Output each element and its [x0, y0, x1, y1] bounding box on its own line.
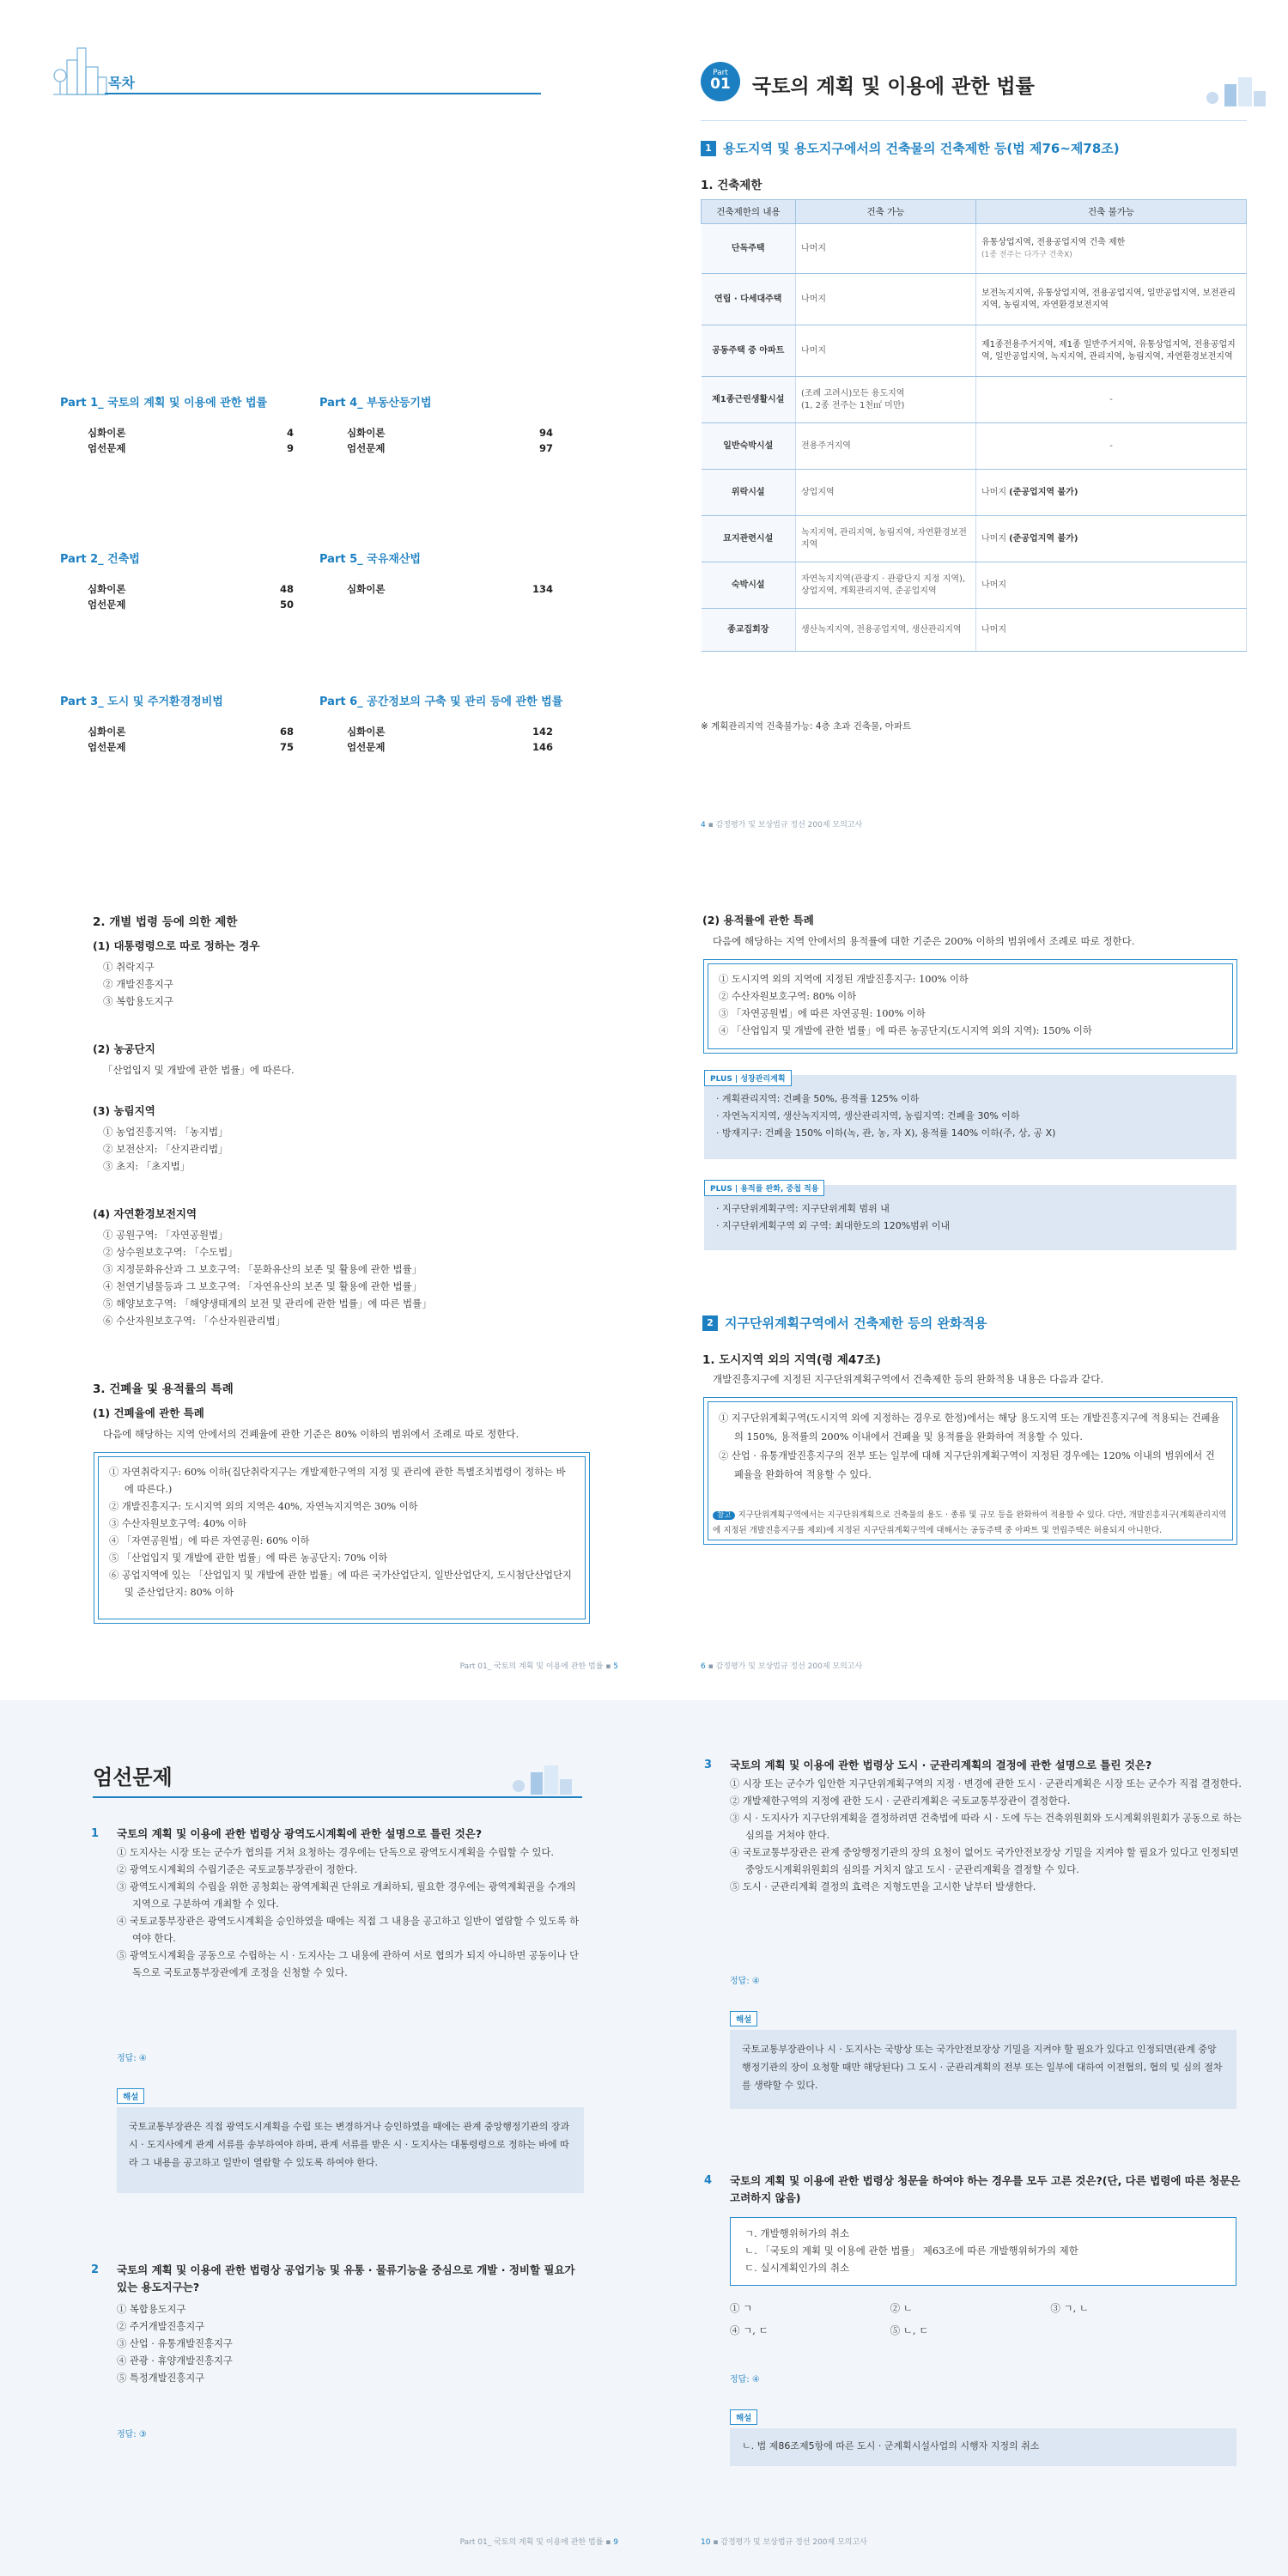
- option[interactable]: ④ 국토교통부장관은 관계 중앙행정기관의 장의 요청이 없어도 국가안전보장상 기밀을 지켜야 할 필요가 있다고 인정되면 중앙도시계획위원회의 심의를 거치지 않고 도시 · 군관리계획을 결정할 수 있다.: [730, 1847, 1239, 1875]
- toc-row[interactable]: 엄선문제 75: [88, 741, 294, 753]
- option[interactable]: ① 도지사는 시장 또는 군수가 협의를 거쳐 요청하는 경우에는 단독으로 광역도시계획을 수립할 수 있다.: [117, 1847, 554, 1858]
- toc-part-title[interactable]: Part 2_ 건축법: [60, 553, 140, 566]
- hint-box: 국토교통부장관은 직접 광역도시계획을 수립 또는 변경하거나 승인하였을 때에는 관계 중앙행정기관의 장과 시 · 도지사에게 관계 서류를 송부하여야 하며, 관계 서류를 받은 시 · 도지사는 대통령령으로 정하는 바에 따라 그 내용을 공고하고 일반이 열람할 수 있도록 하여야 한다.: [117, 2107, 584, 2193]
- option[interactable]: ⑤ 광역도시계획을 공동으로 수립하는 시 · 도지사는 그 내용에 관하여 서로 협의가 되지 아니하면 공동이나 단독으로 국토교통부장관에게 조정을 신청할 수 있다.: [117, 1950, 580, 1978]
- subheading: (4) 자연환경보전지역: [93, 1207, 197, 1220]
- divider: [105, 93, 541, 94]
- page-footer: Part 01_ 국토의 계획 및 이용에 관한 법률 ▪ 9: [459, 2538, 618, 2547]
- plus-box: PLUS | 성장관리계획 · 계획관리지역: 건폐율 50%, 용적률 125% 이하 · 자연녹지지역, 생산녹지지역, 생산관리지역, 농림지역: 건폐율 30% 이하 · 방재지구: 건폐율 150% 이하(녹, 관, 농, 자 X), 용적률 140% 이하(주, 상, 공 X): [704, 1075, 1236, 1159]
- table-row: 종교집회장 생산녹지지역, 전용공업지역, 생산관리지역 나머지: [702, 609, 1247, 652]
- table-note: ※ 계획관리지역 건축불가능: 4층 초과 건축물, 아파트: [701, 721, 912, 732]
- toc-part-1[interactable]: [60, 393, 318, 456]
- condition-box: ㄱ. 개발행위허가의 취소 ㄴ. 「국토의 계획 및 이용에 관한 법률」 제63조에 따른 개발행위허가의 제한 ㄷ. 실시계획인가의 취소: [730, 2217, 1236, 2286]
- toc-part-title[interactable]: Part 6_ 공간정보의 구축 및 관리 등에 관한 법률: [319, 696, 563, 708]
- toc-row[interactable]: 심화이론 4: [88, 427, 294, 439]
- question-4: 4 국토의 계획 및 이용에 관한 법령상 청문을 하여야 하는 경우를 모두 고른 것은?(단, 다른 법령에 따른 청문은 고려하지 않음): [704, 2174, 1241, 2204]
- option[interactable]: ① ㄱ: [730, 2302, 753, 2314]
- building-icon: [52, 43, 108, 98]
- option[interactable]: ① 시장 또는 군수가 입안한 지구단위계획구역의 지정 · 변경에 관한 도시 · 군관리계획은 시장 또는 군수가 직접 결정한다.: [730, 1778, 1242, 1789]
- toc-part-4[interactable]: [319, 393, 577, 456]
- plus-label: PLUS | 용적률 완화, 중첩 적용: [704, 1180, 824, 1196]
- answer: 정답: ③: [117, 2430, 147, 2439]
- paragraph: 개발진흥지구에 지정된 지구단위계획구역에서 건축제한 등의 완화적용 내용은 다음과 같다.: [713, 1373, 1104, 1385]
- table-row: 제1종근린생활시설 (조례 고려시)모든 용도지역 (1, 2종 전주는 1천㎡ 미만) -: [702, 377, 1247, 423]
- table-header: 건축제한의 내용: [702, 200, 796, 224]
- toc-part-5[interactable]: [319, 550, 577, 597]
- subheading: 1. 건축제한: [701, 179, 762, 192]
- toc-part-title[interactable]: Part 3_ 도시 및 주거환경정비법: [60, 696, 223, 708]
- table-row: 단독주택 나머지 유통상업지역, 전용공업지역 건축 제한 (1종 전주는 다가구 건축X): [702, 224, 1247, 274]
- section-heading: 2 지구단위계획구역에서 건축제한 등의 완화적용: [702, 1314, 987, 1332]
- answer: 정답: ④: [730, 1977, 760, 1986]
- option[interactable]: ⑤ 특정개발진흥지구: [117, 2372, 205, 2384]
- table-row: 연립 · 다세대주택 나머지 보전녹지지역, 유통상업지역, 전용공업지역, 일반공업지역, 보전관리지역, 농림지역, 자연환경보전지역: [702, 274, 1247, 325]
- options: [730, 1776, 1243, 1896]
- subheading: 3. 건폐율 및 용적률의 특례: [93, 1382, 234, 1396]
- spread-1: [0, 0, 1288, 859]
- question-3: 3 국토의 계획 및 이용에 관한 법령상 도시 · 군관리계획의 결정에 관한 설명으로 틀린 것은?: [704, 1759, 1152, 1771]
- decor-shapes-icon: [1200, 74, 1269, 108]
- toc-part-6[interactable]: [319, 692, 629, 755]
- toc-part-3[interactable]: [60, 692, 318, 755]
- subheading: (3) 농림지역: [93, 1104, 155, 1117]
- option[interactable]: ② 개발제한구역의 지정에 관한 도시 · 군관리계획은 국토교통부장관이 결정한다.: [730, 1795, 1071, 1807]
- toc-row[interactable]: 엄선문제 50: [88, 598, 294, 611]
- toc-part-title[interactable]: Part 5_ 국유재산법: [319, 553, 421, 566]
- hint-label: 해설: [117, 2088, 144, 2104]
- section-heading: 1 용도지역 및 용도지구에서의 건축물의 건축제한 등(법 제76~제78조): [701, 139, 1120, 157]
- option[interactable]: ④ ㄱ, ㄷ: [730, 2324, 769, 2336]
- paragraph: 다음에 해당하는 지역 안에서의 용적률에 대한 기준은 200% 이하의 범위에서 조례로 따로 정한다.: [713, 935, 1135, 947]
- hint-label: 해설: [730, 2011, 757, 2026]
- option[interactable]: ③ 광역도시계획의 수립을 위한 공청회는 광역계획권 단위로 개최하되, 필요한 경우에는 광역계획권을 수개의 지역으로 구분하여 개최할 수 있다.: [117, 1881, 576, 1910]
- tip-label: 참고: [713, 1511, 735, 1520]
- option[interactable]: ② 주거개발진흥지구: [117, 2321, 205, 2332]
- answer: 정답: ④: [730, 2375, 760, 2385]
- page-6: [644, 859, 1288, 1700]
- option[interactable]: ③ ㄱ, ㄴ: [1050, 2302, 1090, 2314]
- option[interactable]: ③ 산업 · 유통개발진흥지구: [117, 2338, 233, 2349]
- page-10: [644, 1700, 1288, 2576]
- toc-part-title[interactable]: Part 4_ 부동산등기법: [319, 397, 432, 410]
- option[interactable]: ① 복합용도지구: [117, 2304, 186, 2315]
- toc-row[interactable]: 심화이론 94: [347, 427, 553, 439]
- option[interactable]: ② ㄴ: [890, 2302, 913, 2314]
- subheading: (2) 용적률에 관한 특례: [702, 914, 814, 927]
- option[interactable]: ② 광역도시계획의 수립기준은 국토교통부장관이 정한다.: [117, 1864, 358, 1875]
- page-5: [0, 859, 644, 1700]
- hint-label: 해설: [730, 2409, 757, 2425]
- toc-row[interactable]: 심화이론 48: [88, 583, 294, 595]
- part-title: 국토의 계획 및 이용에 관한 법률: [752, 76, 1035, 98]
- page-title: 엄선문제: [93, 1765, 173, 1789]
- option[interactable]: ④ 관광 · 휴양개발진흥지구: [117, 2355, 233, 2366]
- divider: [93, 1796, 582, 1798]
- toc-page: [0, 0, 644, 859]
- plus-label: PLUS | 성장관리계획: [704, 1070, 792, 1086]
- table-row: 공동주택 중 아파트 나머지 제1종전용주거지역, 제1종 일반주거지역, 유통상업지역, 전용공업지역, 일반공업지역, 녹지지역, 관리지역, 농림지역, 자연환경보전지역: [702, 325, 1247, 377]
- toc-row[interactable]: 심화이론 68: [88, 726, 294, 738]
- info-box: ① 자연취락지구: 60% 이하(집단취락지구는 개발제한구역의 지정 및 관리에 관한 특별조치법령이 정하는 바에 따른다.) ② 개발진흥지구: 도시지역 외의 지역은 40%, 자연녹지지역은 30% 이하 ③ 수산자원보호구역: 40% 이하 ④ 「자연공원법」에 따른 자연공원: 60% 이하 ⑤ 「산업입지 및 개발에 관한 법률」에 따른 농공단지: 70% 이하 ⑥ 공업지역에 있는 「산업입지 및 개발에 관한 법률」에 따른 국가산업단지, 일반산업단지, 도시첨단산업단지 및 준산업단지: 80% 이하: [98, 1456, 586, 1619]
- question-1: 1 국토의 계획 및 이용에 관한 법령상 광역도시계획에 관한 설명으로 틀린 것은?: [91, 1827, 483, 1840]
- question-2: 2 국토의 계획 및 이용에 관한 법령상 공업기능 및 유통 · 물류기능을 중심으로 개발 · 정비할 필요가 있는 용도지구는?: [91, 2263, 575, 2293]
- subheading: (1) 건폐율에 관한 특례: [93, 1406, 204, 1419]
- hint-box: ㄴ. 법 제86조제5항에 따른 도시 · 군계획시설사업의 시행자 지정의 취소: [730, 2428, 1236, 2466]
- list: ① 공원구역: 「자연공원법」 ② 상수원보호구역: 「수도법」 ③ 지정문화유산과 그 보호구역: 「문화유산의 보존 및 활용에 관한 법률」 ④ 천연기념물등과 그 보호구역: 「자연유산의 보존 및 활용에 관한 법률」 ⑤ 해양보호구역: 「해양생태계의 보전 및 관리에 관한 법률」에 따른 법률」 ⑥ 수산자원보호구역: 「수산자원관리법」: [103, 1229, 432, 1327]
- part-badge: Part 01: [701, 62, 740, 101]
- list: ① 취락지구 ② 개발진흥지구 ③ 복합용도지구: [103, 961, 173, 1007]
- paragraph: 다음에 해당하는 지역 안에서의 건폐율에 관한 기준은 80% 이하의 범위에서 조례로 따로 정한다.: [103, 1428, 519, 1440]
- info-box: ① 도시지역 외의 지역에 지정된 개발진흥지구: 100% 이하 ② 수산자원보호구역: 80% 이하 ③ 「자연공원법」에 따른 자연공원: 100% 이하 ④ 「산업입지 및 개발에 관한 법률」에 따른 농공단지(도시지역 외의 지역): 150% 이하: [708, 963, 1233, 1049]
- table-row: 묘지관련시설 녹지지역, 관리지역, 농림지역, 자연환경보전지역 나머지 (준공업지역 불가): [702, 516, 1247, 562]
- toc-title: 목차: [108, 75, 135, 91]
- toc-row[interactable]: 엄선문제 97: [347, 442, 553, 454]
- subheading: (2) 농공단지: [93, 1042, 155, 1055]
- page-4: [644, 0, 1288, 859]
- tip-note: 참고 지구단위계획구역에서는 지구단위계획으로 건축물의 용도 · 종류 및 규모 등을 완화하여 적용할 수 있다. 다만, 개발진흥지구(계획관리지역에 지정된 개발진흥지구를 제외)에 지정된 지구단위계획구역에 대해서는 공동주택 중 아파트 및 연립주택은 허용되지 아니한다.: [713, 1510, 1227, 1535]
- list: ① 농업진흥지역: 「농지법」 ② 보전산지: 「산지관리법」 ③ 초지: 「초지법」: [103, 1126, 228, 1172]
- page-footer: Part 01_ 국토의 계획 및 이용에 관한 법률 ▪ 5: [459, 1662, 618, 1671]
- table-header: 건축 가능: [796, 200, 976, 224]
- option[interactable]: ⑤ ㄴ, ㄷ: [890, 2324, 929, 2336]
- toc-row[interactable]: 심화이론 134: [347, 583, 553, 595]
- table-row: 일반숙박시설 전용주거지역 -: [702, 423, 1247, 470]
- toc-row[interactable]: 엄선문제 146: [347, 741, 553, 753]
- choices: [730, 2300, 1211, 2339]
- restriction-table: [701, 199, 1247, 652]
- table-header: 건축 불가능: [976, 200, 1247, 224]
- decor-shapes-icon: [507, 1762, 575, 1796]
- plus-box: PLUS | 용적률 완화, 중첩 적용 · 지구단위계획구역: 지구단위계획 범위 내 · 지구단위계획구역 외 구역: 최대한도의 120%범위 이내: [704, 1185, 1236, 1250]
- info-box: ① 지구단위계획구역(도시지역 외에 지정하는 경우로 한정)에서는 해당 용도지역 또는 개발진흥지구에 적용되는 건폐율의 150%, 용적률의 200% 이내에서 건폐율 및 용적률을 완화하여 적용할 수 있다. ② 산업 · 유통개발진흥지구의 전부 또는 일부에 대해 지구단위계획구역이 지정된 경우에는 120% 이내의 범위에서 건폐율을 완화하여 적용할 수 있다.: [708, 1401, 1233, 1540]
- subheading: (1) 대통령령으로 따로 정하는 경우: [93, 939, 260, 952]
- toc-part-title[interactable]: Part 1_ 국토의 계획 및 이용에 관한 법률: [60, 397, 268, 410]
- answer: 정답: ④: [117, 2054, 147, 2063]
- options: [117, 2301, 587, 2387]
- paragraph: 「산업입지 및 개발에 관한 법률」에 따른다.: [103, 1064, 295, 1076]
- subheading: 2. 개별 법령 등에 의한 제한: [93, 915, 238, 929]
- page-footer: 4 ▪ 감정평가 및 보상법규 정선 200제 모의고사: [701, 821, 863, 829]
- option[interactable]: ③ 시 · 도지사가 지구단위계획을 결정하려면 건축법에 따라 시 · 도에 두는 건축위원회와 도시계획위원회가 공동으로 하는 심의를 거쳐야 한다.: [730, 1813, 1242, 1841]
- page-footer: 10 ▪ 감정평가 및 보상법규 정선 200제 모의고사: [701, 2538, 867, 2547]
- option[interactable]: ⑤ 도시 · 군관리계획 결정의 효력은 지형도면을 고시한 날부터 발생한다.: [730, 1881, 1036, 1893]
- table-row: 위락시설 상업지역 나머지 (준공업지역 불가): [702, 470, 1247, 516]
- option[interactable]: ④ 국토교통부장관은 광역도시계획을 승인하였을 때에는 직접 그 내용을 공고하고 일반이 열람할 수 있도록 하여야 한다.: [117, 1916, 580, 1944]
- divider: [701, 120, 1247, 121]
- spread-3: [0, 1700, 1288, 2576]
- hint-box: 국토교통부장관이나 시 · 도지사는 국방상 또는 국가안전보장상 기밀을 지켜야 할 필요가 있다고 인정되면(관계 중앙행정기관의 장이 요청할 때만 해당된다) 그 도시 · 군관리계획의 전부 또는 일부에 대하여 이전협의, 협의 및 심의 절차를 생략할 수 있다.: [730, 2030, 1236, 2109]
- toc-row[interactable]: 심화이론 142: [347, 726, 553, 738]
- spread-2: [0, 859, 1288, 1700]
- table-row: 숙박시설 자연녹지지역(관광지 · 관광단지 지정 지역), 상업지역, 계획관리지역, 준공업지역 나머지: [702, 562, 1247, 609]
- options: [117, 1844, 587, 1982]
- page-footer: 6 ▪ 감정평가 및 보상법규 정선 200제 모의고사: [701, 1662, 863, 1671]
- toc-header: [52, 43, 541, 98]
- page-9: [0, 1700, 644, 2576]
- subheading: 1. 도시지역 외의 지역(령 제47조): [702, 1353, 881, 1367]
- toc-row[interactable]: 엄선문제 9: [88, 442, 294, 454]
- toc-part-2[interactable]: [60, 550, 318, 612]
